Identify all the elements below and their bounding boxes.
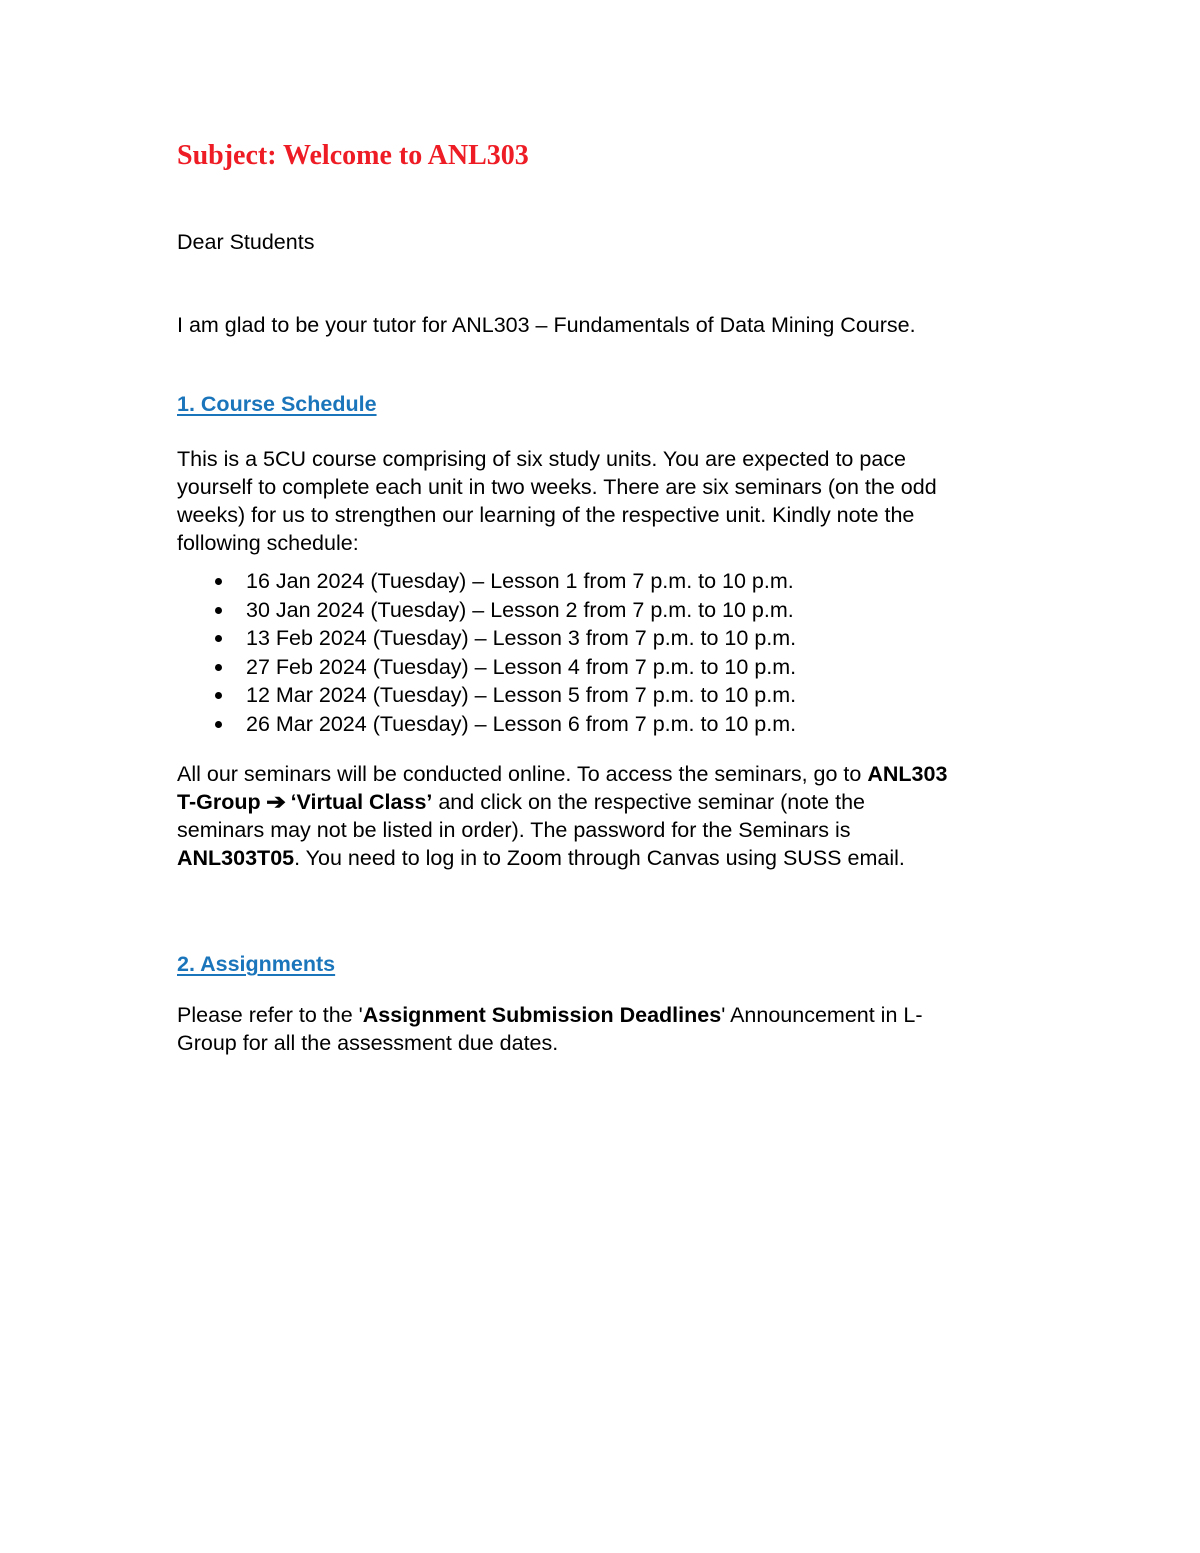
paragraph-line: seminars may not be listed in order). The password for the Seminars is	[177, 818, 851, 842]
bullet-icon	[215, 664, 222, 671]
schedule-item-text: 30 Jan 2024 (Tuesday) – Lesson 2 from 7 p.m. to 10 p.m.	[246, 597, 794, 622]
assignments-text: ' Announcement in L-	[721, 1003, 923, 1027]
intro-paragraph: I am glad to be your tutor for ANL303 – Fundamentals of Data Mining Course.	[177, 313, 916, 337]
schedule-item	[177, 653, 796, 682]
schedule-item-text: 16 Jan 2024 (Tuesday) – Lesson 1 from 7 p.m. to 10 p.m.	[246, 569, 794, 593]
virtual-class-label: ‘Virtual Class’	[284, 790, 433, 814]
seminar-password: ANL303T05	[177, 846, 295, 870]
paragraph-line: following schedule:	[177, 531, 359, 555]
schedule-list	[177, 567, 796, 739]
schedule-item-text: 12 Mar 2024 (Tuesday) – Lesson 5 from 7 p.m. to 10 p.m.	[246, 683, 797, 708]
bullet-icon	[215, 721, 222, 728]
greeting: Dear Students	[177, 230, 315, 254]
assignments-text: Please refer to the '	[177, 1003, 363, 1027]
course-code: ANL303	[867, 762, 948, 786]
arrow-right-icon: ➔	[265, 790, 286, 814]
t-group-label: T-Group	[177, 790, 267, 814]
bullet-icon	[215, 635, 222, 642]
seminar-access-paragraph	[177, 760, 947, 872]
bullet-icon	[215, 578, 222, 585]
paragraph-line	[177, 760, 947, 788]
seminar-text: . You need to log in to Zoom through Canvas using SUSS email.	[294, 846, 905, 870]
paragraph-line: Group for all the assessment due dates.	[177, 1031, 559, 1055]
schedule-item-text: 26 Mar 2024 (Tuesday) – Lesson 6 from 7 p.m. to 10 p.m.	[246, 711, 797, 736]
schedule-item	[177, 567, 796, 596]
paragraph-line: weeks) for us to strengthen our learning of the respective unit. Kindly note the	[177, 503, 915, 527]
paragraph-line	[177, 788, 947, 816]
bullet-icon	[215, 692, 222, 699]
course-schedule-paragraph	[177, 445, 937, 557]
seminar-text: and click on the respective seminar (note the	[432, 790, 865, 814]
assignments-paragraph	[177, 1001, 923, 1057]
paragraph-line: This is a 5CU course comprising of six study units. You are expected to pace	[177, 447, 906, 471]
schedule-item-text: 13 Feb 2024 (Tuesday) – Lesson 3 from 7 p.m. to 10 p.m.	[246, 626, 797, 651]
schedule-item	[177, 710, 796, 739]
email-subject: Subject: Welcome to ANL303	[177, 140, 529, 171]
paragraph-line	[177, 1001, 923, 1029]
assignments-heading: 2. Assignments	[177, 952, 336, 976]
bullet-icon	[215, 607, 222, 614]
deadlines-announcement-label: Assignment Submission Deadlines	[362, 1003, 722, 1027]
schedule-item	[177, 624, 796, 653]
course-schedule-heading: 1. Course Schedule	[177, 392, 377, 416]
paragraph-line	[177, 844, 947, 872]
schedule-item	[177, 681, 796, 710]
schedule-item-text: 27 Feb 2024 (Tuesday) – Lesson 4 from 7 p.m. to 10 p.m.	[246, 654, 797, 679]
schedule-item	[177, 596, 796, 625]
seminar-text: All our seminars will be conducted online. To access the seminars, go to	[177, 762, 868, 786]
paragraph-line: yourself to complete each unit in two weeks. There are six seminars (on the odd	[177, 475, 937, 499]
